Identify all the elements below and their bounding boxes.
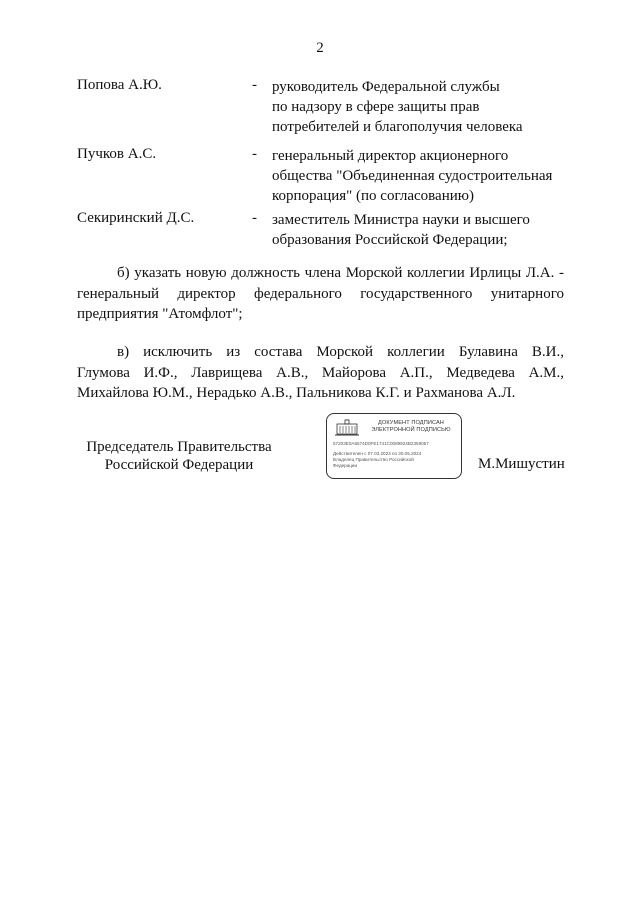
signature-title bbox=[79, 438, 279, 474]
member-role-line: руководитель Федеральной службы bbox=[272, 79, 500, 95]
government-building-emblem-icon bbox=[334, 419, 360, 437]
signature-title-line: Председатель Правительства bbox=[86, 439, 272, 455]
paragraph-line: Глумова И.Ф., Лаврищева А.В., Майорова А.П., Медведева А.М., bbox=[77, 364, 564, 381]
paragraph-v bbox=[77, 342, 564, 404]
member-role bbox=[272, 146, 572, 206]
page-number: 2 bbox=[316, 40, 324, 56]
member-dash: - bbox=[252, 210, 257, 226]
signature-title-line: Российской Федерации bbox=[104, 457, 254, 473]
stamp-title bbox=[365, 420, 457, 434]
member-role-line: корпорация" (по согласованию) bbox=[272, 188, 474, 204]
stamp-owner: Владелец Правительство Российской bbox=[333, 457, 414, 462]
member-role-line: генеральный директор акционерного bbox=[272, 148, 509, 164]
paragraph-line: в) исключить из состава Морской коллегии Булавина В.И., bbox=[117, 344, 564, 360]
member-role-line: по надзору в сфере защиты прав bbox=[272, 99, 480, 115]
member-name: Секиринский Д.С. bbox=[77, 210, 195, 226]
signer-name: М.Мишустин bbox=[478, 456, 565, 472]
member-name: Пучков А.С. bbox=[77, 146, 157, 162]
member-name: Попова А.Ю. bbox=[77, 77, 162, 93]
member-role-line: общества "Объединенная судостроительная bbox=[272, 168, 553, 184]
member-dash: - bbox=[252, 77, 257, 93]
paragraph-line: генеральный директор федерального государственного унитарного bbox=[77, 285, 564, 302]
member-role-line: потребителей и благополучия человека bbox=[272, 119, 523, 135]
paragraph-line: б) указать новую должность члена Морской коллегии Ирлицы Л.А. - bbox=[117, 265, 564, 281]
stamp-validity: Действителен с 07.03.2023 по 30.05.2024 bbox=[333, 451, 422, 456]
electronic-signature-stamp bbox=[326, 413, 462, 479]
stamp-certificate: 57203E0A6574D0FE1741C0089924B2359057 bbox=[333, 441, 429, 446]
stamp-title-line: ЭЛЕКТРОННОЙ ПОДПИСЬЮ bbox=[371, 427, 451, 433]
paragraph-line: Михайлова Ю.М., Нерадько А.В., Пальникова К.Г. и Рахманова А.Л. bbox=[77, 385, 516, 401]
member-role-line: заместитель Министра науки и высшего bbox=[272, 212, 530, 228]
member-role bbox=[272, 77, 572, 137]
member-role bbox=[272, 210, 572, 250]
paragraph-b bbox=[77, 263, 564, 325]
stamp-owner: Федерации bbox=[333, 463, 358, 468]
stamp-title-line: ДОКУМЕНТ ПОДПИСАН bbox=[378, 420, 444, 426]
member-dash: - bbox=[252, 146, 257, 162]
paragraph-line: предприятия "Атомфлот"; bbox=[77, 306, 243, 322]
member-role-line: образования Российской Федерации; bbox=[272, 232, 508, 248]
